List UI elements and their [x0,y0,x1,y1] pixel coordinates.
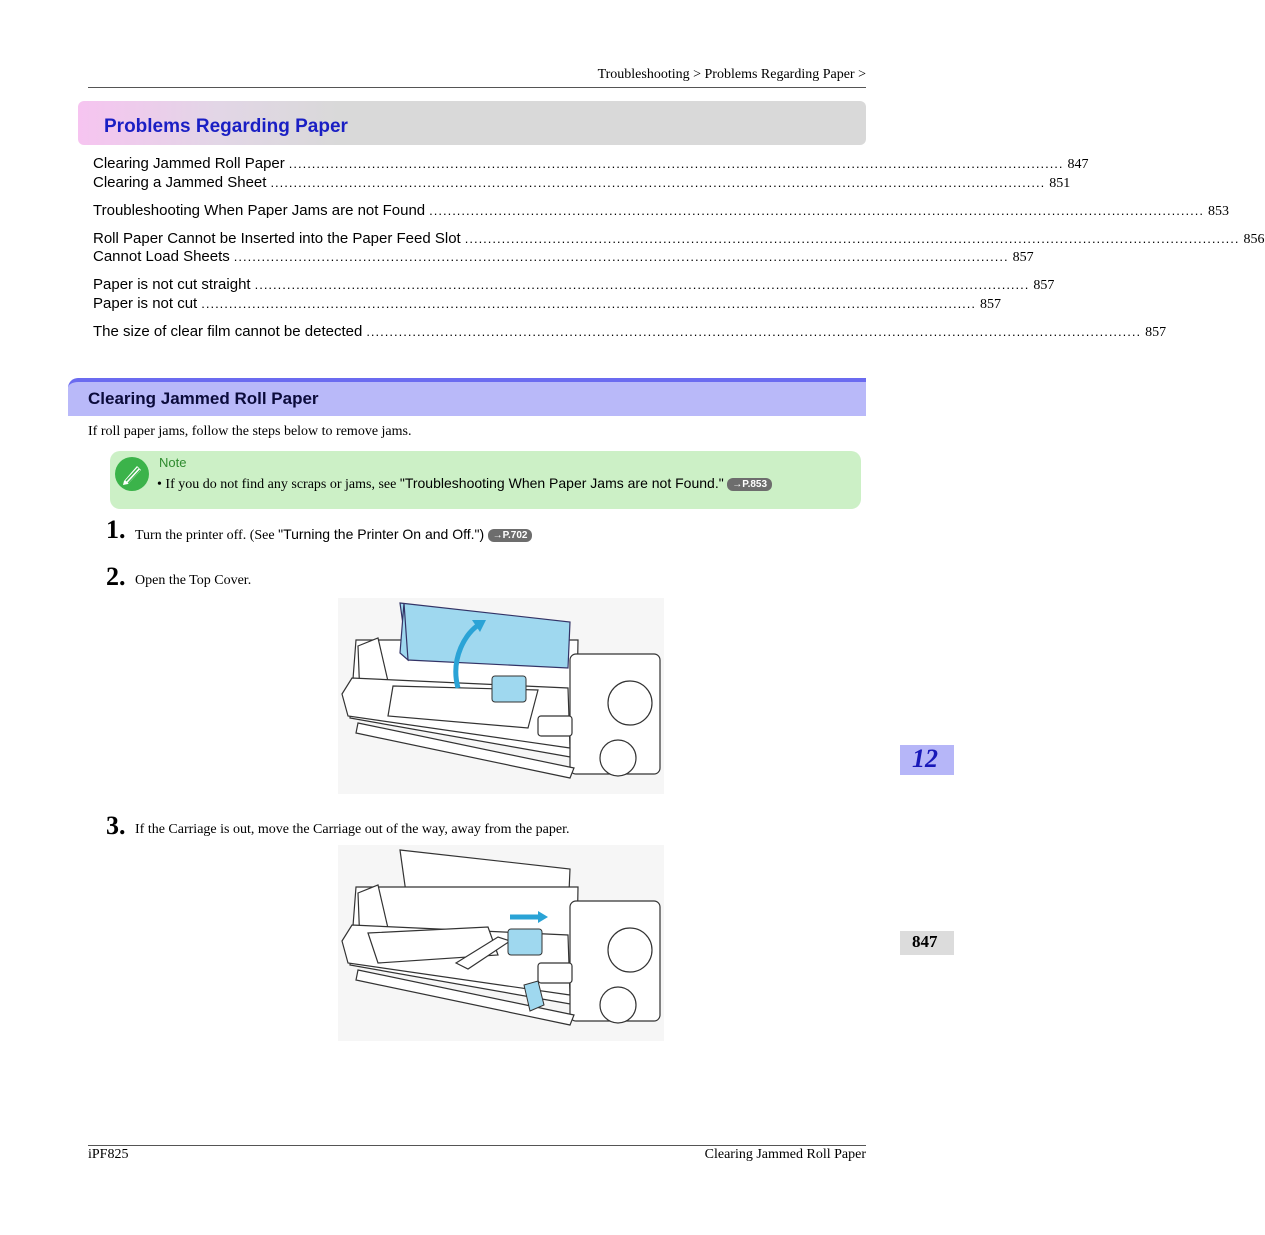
toc-item-label: The size of clear film cannot be detected [93,323,363,340]
section-title: Problems Regarding Paper [104,116,348,137]
breadcrumb: Troubleshooting > Problems Regarding Paper > [597,67,866,82]
toc-item-page: 857 [1033,278,1055,293]
footer-model: iPF825 [88,1147,129,1162]
toc-item-label: Roll Paper Cannot be Inserted into the Paper Feed Slot [93,230,461,247]
note-text-prefix: If you do not find any scraps or jams, see [165,477,400,492]
step-text: If the Carriage is out, move the Carriage out of the way, away from the paper. [135,822,570,837]
step-number: 1. [106,515,126,544]
toc-item[interactable]: Cannot Load Sheets ........................................................................................................................................................................ 857 [93,248,1034,265]
step-page-ref-button[interactable]: →P.702 [488,529,533,542]
footer-section-title: Clearing Jammed Roll Paper [704,1147,866,1162]
step-text [135,526,532,544]
toc-item-page: 847 [1067,157,1089,172]
note-text [157,475,772,493]
toc-item-label: Troubleshooting When Paper Jams are not Found [93,202,426,219]
toc-item[interactable]: The size of clear film cannot be detected ........................................................................................................................................................................ 857 [93,323,1167,340]
note-bullet: • [157,477,162,492]
toc-item-label: Clearing Jammed Roll Paper [93,155,285,172]
toc-item-page: 853 [1207,204,1229,219]
step-text-prefix: Turn the printer off. (See [135,528,279,543]
subsection-title: Clearing Jammed Roll Paper [88,389,319,408]
toc-item-page: 857 [1145,325,1167,340]
intro-text: If roll paper jams, follow the steps below to remove jams. [88,424,412,439]
note-page-ref-button[interactable]: →P.853 [727,478,772,491]
toc-item-page: 857 [1012,250,1034,265]
pencil-icon [115,457,149,491]
printer-move-carriage-figure [338,845,664,1041]
toc-item[interactable]: Troubleshooting When Paper Jams are not Found ........................................................................................................................................................................ 853 [93,202,1229,219]
toc-item-page: 857 [980,297,1002,312]
header-rule [88,87,866,88]
toc-item-page: 851 [1049,176,1071,191]
toc-item-label: Cannot Load Sheets [93,248,230,265]
toc-item-label: Paper is not cut straight [93,276,251,293]
toc-item[interactable]: Clearing Jammed Roll Paper ........................................................................................................................................................................ 847 [93,155,1089,172]
toc-item[interactable]: Paper is not cut ........................................................................................................................................................................ 857 [93,295,1002,312]
toc-item-label: Paper is not cut [93,295,198,312]
footer-rule [88,1145,866,1146]
printer-open-cover-figure [338,598,664,794]
note-link[interactable]: "Troubleshooting When Paper Jams are not Found." [399,475,724,491]
chapter-number: 12 [912,744,938,773]
step-text: Open the Top Cover. [135,573,252,588]
step-number: 2. [106,562,126,591]
toc-item[interactable]: Roll Paper Cannot be Inserted into the Paper Feed Slot ........................................................................................................................................................................ 856 [93,230,1265,247]
note-label: Note [159,455,187,470]
step-number: 3. [106,811,126,840]
toc-item[interactable]: Paper is not cut straight ........................................................................................................................................................................ 857 [93,276,1055,293]
toc-item-label: Clearing a Jammed Sheet [93,174,267,191]
step-link[interactable]: "Turning the Printer On and Off.") [278,526,485,542]
toc-item-page: 856 [1243,232,1265,247]
toc-item[interactable]: Clearing a Jammed Sheet ........................................................................................................................................................................ 851 [93,174,1071,191]
page-number: 847 [912,932,938,951]
